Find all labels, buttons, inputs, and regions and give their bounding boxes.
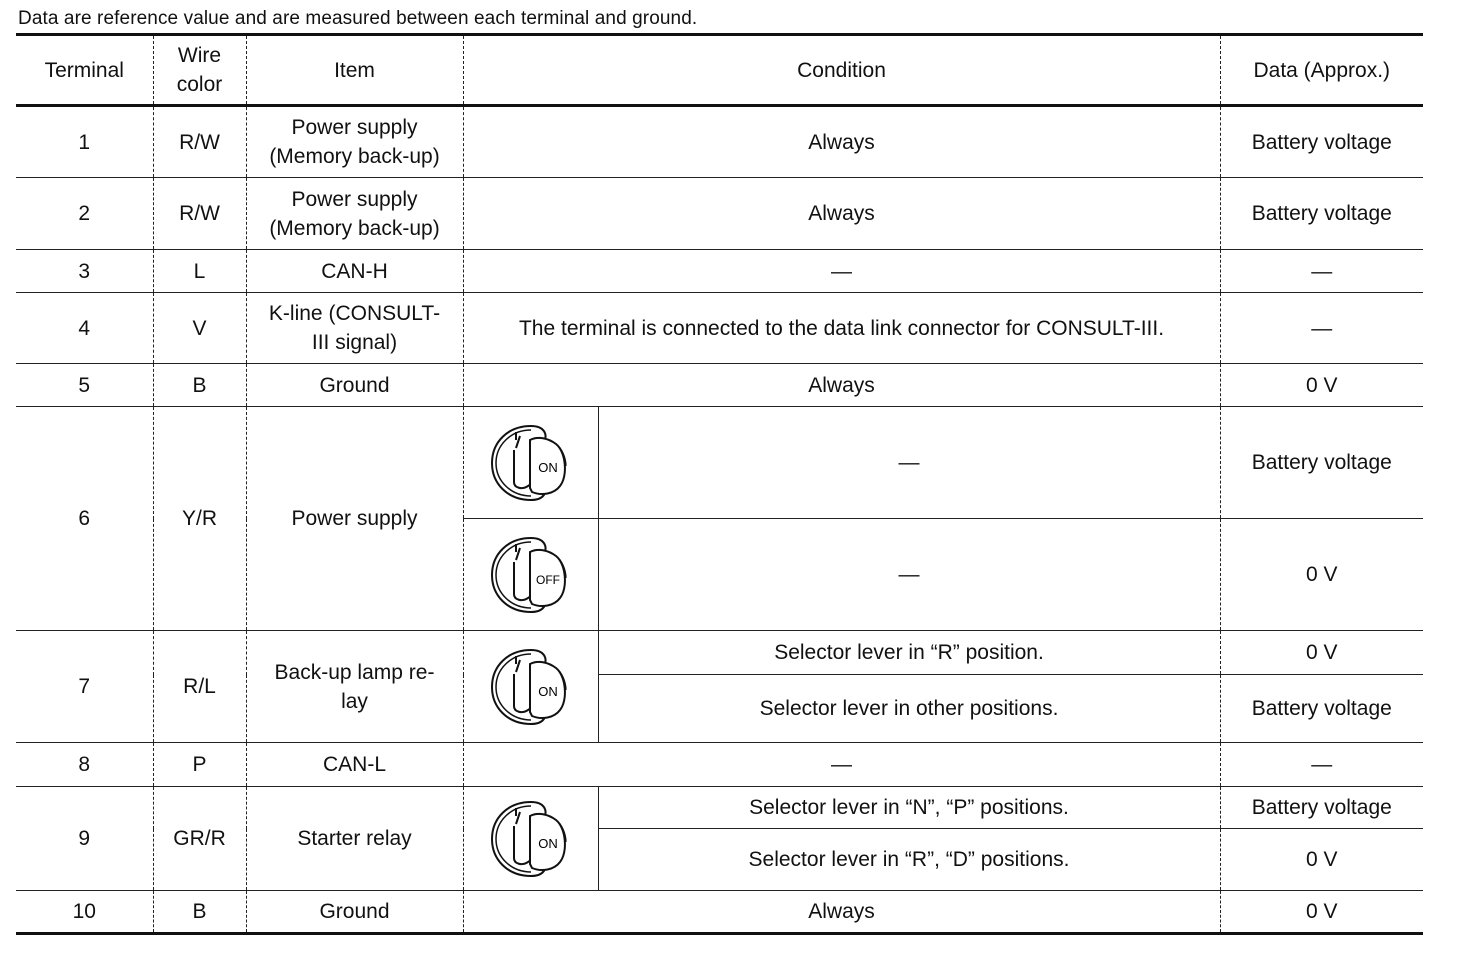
header-terminal: Terminal	[16, 35, 153, 106]
wire-color-cell: GR/R	[153, 787, 246, 891]
terminal-cell: 9	[16, 787, 153, 891]
table-row	[16, 293, 1423, 364]
ignition-off-label: OFF	[535, 572, 560, 587]
ignition-on-label: ON	[537, 835, 558, 851]
ignition-on-icon	[486, 794, 576, 884]
table-row	[16, 787, 1423, 829]
table-row	[16, 891, 1423, 934]
data-cell: 0 V	[1220, 891, 1423, 934]
data-cell: Battery voltage	[1220, 787, 1423, 829]
terminal-cell: 10	[16, 891, 153, 934]
ignition-switch-cell	[463, 519, 598, 631]
terminal-spec-table	[16, 33, 1423, 935]
ignition-on-icon	[486, 642, 576, 732]
condition-cell: —	[463, 250, 1220, 293]
wire-color-cell: L	[153, 250, 246, 293]
header-wire-color-line1: Wire	[177, 44, 222, 67]
data-cell: 0 V	[1220, 364, 1423, 407]
data-cell: —	[1220, 293, 1423, 364]
item-line1: K-line (CONSULT-	[268, 302, 441, 325]
table-row	[16, 250, 1423, 293]
item-cell: Starter relay	[246, 787, 463, 891]
item-line2: (Memory back-up)	[269, 145, 440, 168]
data-cell: —	[1220, 743, 1423, 787]
header-row	[16, 35, 1423, 106]
table-row	[16, 364, 1423, 407]
item-cell: CAN-L	[246, 743, 463, 787]
data-cell: Battery voltage	[1220, 106, 1423, 178]
data-cell: Battery voltage	[1220, 407, 1423, 519]
condition-cell: Always	[463, 178, 1220, 250]
data-cell: —	[1220, 250, 1423, 293]
ignition-on-label: ON	[537, 683, 558, 699]
table-row	[16, 178, 1423, 250]
item-cell	[246, 293, 463, 364]
item-cell: Ground	[246, 891, 463, 934]
terminal-cell: 3	[16, 250, 153, 293]
header-wire-color	[153, 35, 246, 106]
table-caption: Data are reference value and are measured between each terminal and ground.	[18, 8, 698, 29]
item-line2: (Memory back-up)	[269, 216, 440, 240]
table-row	[16, 631, 1423, 675]
data-cell: 0 V	[1220, 631, 1423, 675]
condition-cell: —	[598, 407, 1220, 519]
wire-color-cell: R/W	[153, 178, 246, 250]
wire-color-cell: V	[153, 293, 246, 364]
item-cell: CAN-H	[246, 250, 463, 293]
ignition-on-icon	[486, 418, 576, 508]
condition-cell: Selector lever in “N”, “P” positions.	[598, 787, 1220, 829]
item-line1: Power supply	[291, 187, 418, 211]
item-cell	[246, 106, 463, 178]
wire-color-cell: R/W	[153, 106, 246, 178]
terminal-cell: 8	[16, 743, 153, 787]
terminal-cell: 5	[16, 364, 153, 407]
table-row	[16, 407, 1423, 519]
item-cell: Ground	[246, 364, 463, 407]
terminal-cell: 7	[16, 631, 153, 743]
item-cell	[246, 631, 463, 743]
data-cell: Battery voltage	[1220, 178, 1423, 250]
condition-cell: Always	[463, 891, 1220, 934]
wire-color-cell: Y/R	[153, 407, 246, 631]
header-condition: Condition	[463, 35, 1220, 106]
condition-cell: Selector lever in “R”, “D” positions.	[598, 829, 1220, 891]
header-data: Data (Approx.)	[1220, 35, 1423, 106]
condition-cell: Selector lever in “R” position.	[598, 631, 1220, 675]
header-wire-color-line2: color	[176, 73, 223, 96]
header-item: Item	[246, 35, 463, 106]
table-row	[16, 106, 1423, 178]
condition-cell: The terminal is connected to the data link connector for CONSULT-III.	[463, 293, 1220, 364]
item-line2: III signal)	[311, 331, 398, 354]
item-line1: Back-up lamp re-	[274, 660, 435, 684]
terminal-cell: 2	[16, 178, 153, 250]
item-line1: Power supply	[291, 116, 418, 139]
ignition-switch-cell	[463, 407, 598, 519]
terminal-cell: 4	[16, 293, 153, 364]
terminal-cell: 6	[16, 407, 153, 631]
item-line2: lay	[341, 689, 368, 713]
data-cell: 0 V	[1220, 829, 1423, 891]
wire-color-cell: P	[153, 743, 246, 787]
condition-cell: —	[463, 743, 1220, 787]
wire-color-cell: B	[153, 891, 246, 934]
wire-color-cell: R/L	[153, 631, 246, 743]
ignition-on-label: ON	[537, 459, 558, 475]
item-cell	[246, 178, 463, 250]
ignition-switch-cell	[463, 631, 598, 743]
data-cell: Battery voltage	[1220, 675, 1423, 743]
wire-color-cell: B	[153, 364, 246, 407]
ignition-switch-cell	[463, 787, 598, 891]
condition-cell: Selector lever in other positions.	[598, 675, 1220, 743]
table-row	[16, 743, 1423, 787]
item-cell: Power supply	[246, 407, 463, 631]
terminal-cell: 1	[16, 106, 153, 178]
ignition-off-icon	[486, 530, 576, 620]
condition-cell: Always	[463, 364, 1220, 407]
data-cell: 0 V	[1220, 519, 1423, 631]
condition-cell: Always	[463, 106, 1220, 178]
condition-cell: —	[598, 519, 1220, 631]
